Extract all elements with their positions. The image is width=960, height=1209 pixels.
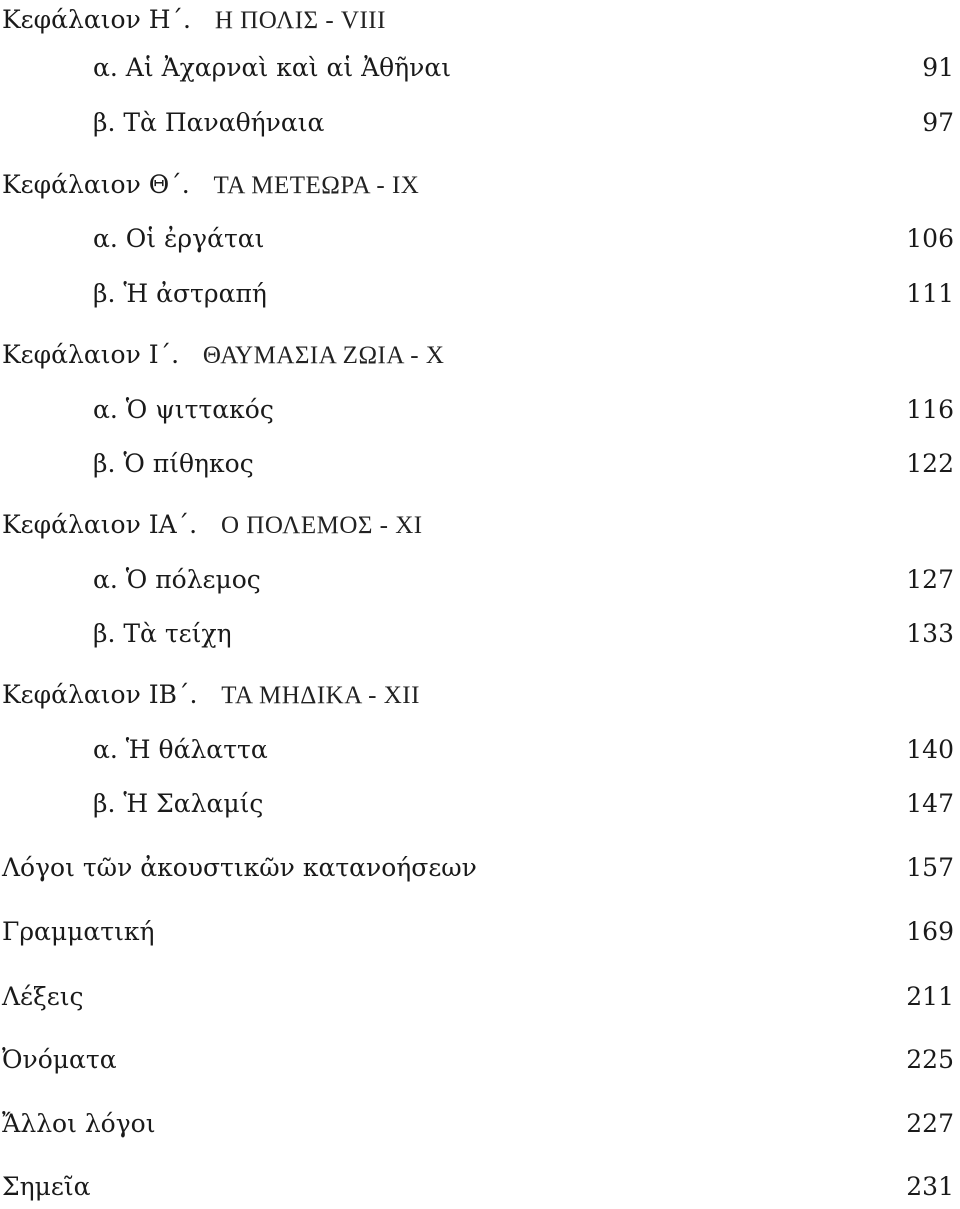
chapter-title bbox=[2, 335, 444, 376]
chapter-heading bbox=[0, 0, 954, 40]
toc-entry[interactable] bbox=[0, 614, 954, 654]
chapter-title bbox=[2, 165, 419, 206]
toc-entry-page: 147 bbox=[906, 789, 954, 818]
toc-entry-page: 106 bbox=[906, 224, 954, 253]
toc-entry[interactable] bbox=[0, 912, 954, 952]
toc-entry-label: α. Ἡ θάλαττα bbox=[93, 735, 268, 764]
chapter-number: Κεφάλαιον Θ΄. bbox=[2, 170, 190, 199]
toc-entry-label: α. Οἱ ἐργάται bbox=[93, 224, 265, 253]
toc-entry-label: α. Ὁ πόλεμος bbox=[93, 565, 261, 594]
chapter-heading bbox=[0, 505, 954, 545]
toc-entry[interactable] bbox=[0, 103, 954, 143]
toc-entry[interactable] bbox=[0, 1104, 954, 1144]
toc-entry-page: 225 bbox=[906, 1045, 954, 1074]
chapter-heading bbox=[0, 675, 954, 715]
toc-entry-label: Λέξεις bbox=[2, 982, 84, 1011]
toc-entry-page: 140 bbox=[906, 735, 954, 764]
toc-entry-label: β. Τὰ τείχη bbox=[93, 619, 232, 648]
chapter-number: Κεφάλαιον Η΄. bbox=[2, 5, 191, 34]
toc-entry-label: β. Ἡ Σαλαμίς bbox=[93, 789, 264, 818]
toc-entry[interactable] bbox=[0, 1167, 954, 1207]
chapter-number: Κεφάλαιον ΙΒ΄. bbox=[2, 680, 198, 709]
toc-entry[interactable] bbox=[0, 390, 954, 430]
chapter-title bbox=[2, 0, 386, 41]
toc-entry-page: 157 bbox=[906, 853, 954, 882]
toc-entry-page: 111 bbox=[906, 279, 954, 308]
toc-entry-label: β. Ὁ πίθηκος bbox=[93, 449, 254, 478]
toc-entry-page: 169 bbox=[906, 917, 954, 946]
toc-entry-label: Ἄλλοι λόγοι bbox=[2, 1109, 156, 1138]
chapter-name: ΤΑ ΜΗΔΙΚΑ - XII bbox=[221, 682, 420, 709]
toc-entry-label: Σημεῖα bbox=[2, 1172, 91, 1201]
toc-entry-page: 91 bbox=[922, 53, 954, 82]
chapter-heading bbox=[0, 335, 954, 375]
toc-entry[interactable] bbox=[0, 784, 954, 824]
chapter-heading bbox=[0, 165, 954, 205]
toc-entry-label: Λόγοι τῶν ἀκουστικῶν κατανοήσεων bbox=[2, 853, 477, 882]
toc-entry[interactable] bbox=[0, 848, 954, 888]
chapter-title bbox=[2, 505, 423, 546]
toc-entry-label: Ὀνόματα bbox=[2, 1045, 117, 1074]
toc-entry[interactable] bbox=[0, 444, 954, 484]
chapter-number: Κεφάλαιον Ι΄. bbox=[2, 340, 180, 369]
chapter-number: Κεφάλαιον ΙΑ΄. bbox=[2, 510, 198, 539]
toc-entry-page: 97 bbox=[922, 108, 954, 137]
toc-entry[interactable] bbox=[0, 977, 954, 1017]
toc-entry-page: 211 bbox=[906, 982, 954, 1011]
toc-entry-page: 127 bbox=[906, 565, 954, 594]
toc-entry-label: β. Τὰ Παναθήναια bbox=[93, 108, 325, 137]
toc-entry-label: α. Αἱ Ἀχαρναὶ καὶ αἱ Ἀθῆναι bbox=[93, 53, 452, 82]
toc-entry-page: 231 bbox=[906, 1172, 954, 1201]
toc-entry-label: α. Ὁ ψιττακός bbox=[93, 395, 274, 424]
chapter-name: ΘΑΥΜΑΣΙΑ ΖΩΙΑ - X bbox=[202, 342, 445, 369]
toc-entry[interactable] bbox=[0, 274, 954, 314]
chapter-name: Ο ΠΟΛΕΜΟΣ - XI bbox=[220, 512, 423, 539]
toc-entry[interactable] bbox=[0, 730, 954, 770]
toc-entry-page: 227 bbox=[906, 1109, 954, 1138]
toc-entry[interactable] bbox=[0, 48, 954, 88]
chapter-name: Η ΠΟΛΙΣ - VIII bbox=[214, 7, 386, 34]
toc-entry-label: Γραμματική bbox=[2, 917, 155, 946]
toc-entry-page: 122 bbox=[906, 449, 954, 478]
toc-entry[interactable] bbox=[0, 219, 954, 259]
toc-entry-page: 133 bbox=[906, 619, 954, 648]
chapter-title bbox=[2, 675, 420, 716]
toc-entry-page: 116 bbox=[906, 395, 954, 424]
toc-entry[interactable] bbox=[0, 560, 954, 600]
toc-entry-label: β. Ἡ ἀστραπή bbox=[93, 279, 267, 308]
chapter-name: ΤΑ ΜΕΤΕΩΡΑ - IX bbox=[213, 172, 420, 199]
toc-entry[interactable] bbox=[0, 1040, 954, 1080]
